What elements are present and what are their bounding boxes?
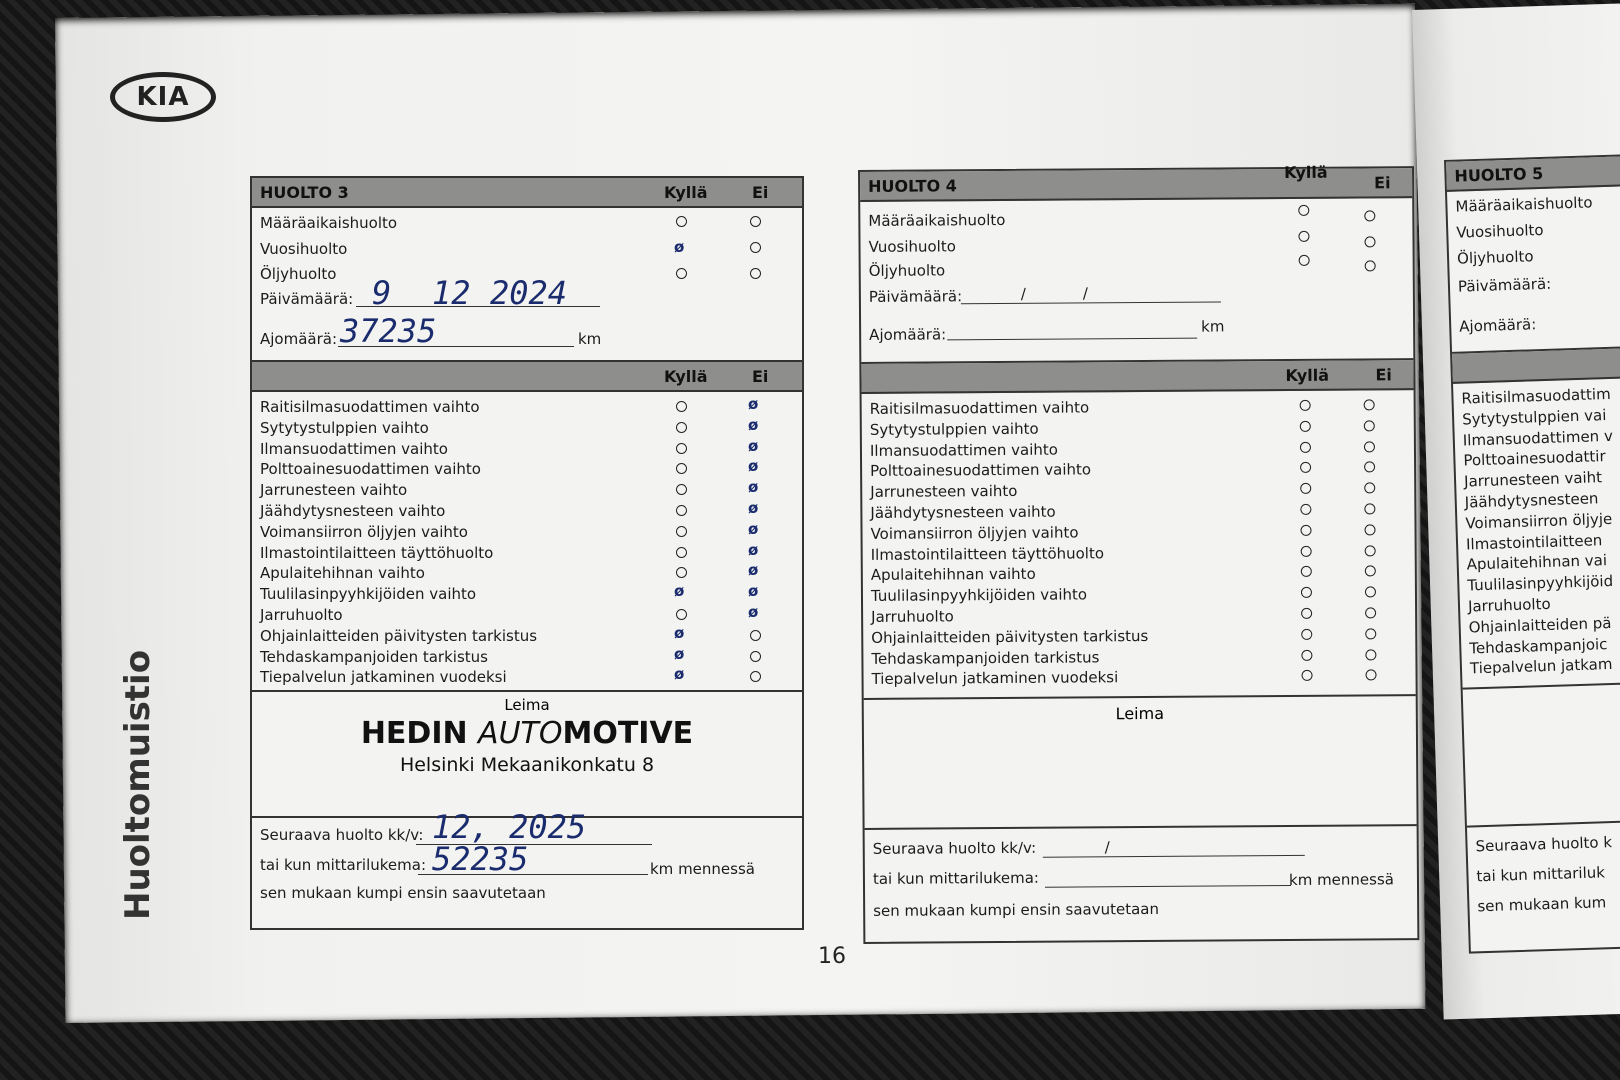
row-label: Vuosihuolto — [868, 237, 956, 256]
radio-circle — [1301, 649, 1312, 660]
radio-circle — [676, 526, 687, 537]
stamp-name-c: MOTIVE — [562, 716, 694, 751]
date-label: Päivämäärä: — [1457, 274, 1552, 296]
radio-circle — [1365, 566, 1376, 577]
logo-text: KIA — [136, 82, 190, 112]
radio-circle — [1364, 462, 1375, 473]
service-item-label: Jarruhuolto — [260, 606, 343, 624]
radio-circle — [1301, 587, 1312, 598]
radio-circle — [1300, 421, 1311, 432]
service-item-label: Polttoainesuodattir — [1463, 447, 1606, 470]
handwritten-next-km: 52235 — [432, 840, 529, 878]
radio-circle — [1301, 545, 1312, 556]
col-no-label: Ei — [1375, 364, 1392, 384]
km-label: Ajomäärä: — [1458, 315, 1537, 336]
huolto-3-next — [252, 808, 802, 918]
service-item-label: Ilmansuodattimen vaihto — [260, 439, 448, 458]
service-item-label: Tehdaskampanjoiden tarkistus — [871, 647, 1100, 668]
service-item-label: Ilmastointilaitteen täyttöhuolto — [870, 543, 1105, 564]
radio-circle — [1301, 608, 1312, 619]
date-label: Päivämäärä: — [260, 290, 354, 308]
radio-circle — [676, 484, 687, 495]
service-item-label: Jarrunesteen vaihto — [870, 482, 1018, 502]
col-no-label: Ei — [752, 182, 769, 202]
whichever-label: sen mukaan kumpi ensin saavutetaan — [260, 884, 546, 902]
page-title: Huoltomuistio — [118, 649, 158, 920]
km-line — [947, 338, 1197, 341]
col-no-label: Ei — [1374, 172, 1391, 192]
huolto-3-items-header — [252, 362, 802, 392]
radio-circle — [676, 463, 687, 474]
col-yes-label: Kyllä — [1283, 162, 1328, 183]
service-item-label: Ilmansuodattimen v — [1462, 426, 1614, 450]
stamp-name-b: AUTO — [478, 716, 563, 751]
service-item-label: Ilmastointilaitteen — [1465, 530, 1603, 554]
handwritten-check: ø — [748, 519, 759, 538]
huolto-3-top: Määräaikaishuolto Vuosihuolto Öljyhuolto Päivämäärä: Ajomäärä: km 9 12 2024 37235 ø — [252, 208, 802, 362]
row-label: Öljyhuolto — [1456, 247, 1534, 268]
huolto-3-panel — [250, 176, 804, 930]
radio-circle — [750, 630, 761, 641]
kia-logo — [110, 72, 216, 122]
service-item-label: Jarrunesteen vaihto — [260, 481, 408, 500]
handwritten-km: 37235 — [340, 312, 437, 350]
service-item-label: Tuulilasinpyyhkijöiden vaihto — [260, 585, 477, 604]
huolto-4-stamp — [864, 696, 1417, 830]
service-item-label: Tiepalvelun jatkaminen vuodeksi — [260, 668, 507, 687]
huolto-4-next — [865, 826, 1418, 930]
service-item-label: Sytytystulppien vaihto — [260, 418, 429, 437]
row-label: Vuosihuolto — [260, 240, 348, 258]
service-item-label: Polttoainesuodattimen vaihto — [260, 460, 481, 479]
radio-circle — [1300, 483, 1311, 494]
service-item-label: Voimansiirron öljyjen vaihto — [870, 523, 1079, 543]
handwritten-check: ø — [748, 436, 759, 455]
radio-circle — [1364, 441, 1375, 452]
service-item-label: Apulaitehihnan vaihto — [870, 565, 1036, 585]
service-item-label: Jarruhuolto — [871, 607, 954, 626]
radio-circle — [1365, 649, 1376, 660]
service-item-label: Apulaitehihnan vai — [1466, 551, 1608, 574]
huolto-5-next — [1467, 821, 1620, 927]
radio-circle — [676, 401, 687, 412]
radio-circle — [1365, 607, 1376, 618]
service-item-label: Raitisilmasuodattimen vaihto — [260, 398, 480, 416]
col-yes-label: Kyllä — [664, 366, 708, 386]
radio-circle — [1301, 629, 1312, 640]
service-item-label: Jäähdytysnesteen — [1464, 489, 1599, 512]
huolto-4-items-header — [861, 360, 1413, 394]
handwritten-check: ø — [674, 665, 685, 684]
service-item-label: Tuulilasinpyyhkijöid — [1467, 572, 1614, 595]
stamp-address: Helsinki Mekaanikonkatu 8 — [399, 754, 655, 776]
page-number: 16 — [818, 944, 846, 969]
km-by-label: km mennessä — [1288, 870, 1395, 890]
handwritten-check: ø — [674, 582, 685, 601]
km-label: Ajomäärä: — [260, 330, 338, 348]
huolto-4-header — [860, 162, 1412, 202]
huolto-5-title: HUOLTO 5 — [1454, 163, 1544, 186]
service-item-label: Tiepalvelun jatkaminen vuodeksi — [871, 668, 1119, 689]
radio-circle — [1364, 420, 1375, 431]
huolto-5-panel — [1444, 154, 1620, 954]
service-item-label: Voimansiirron öljyje — [1465, 509, 1613, 533]
km-label: Ajomäärä: — [869, 325, 947, 344]
handwritten-check: ø — [748, 582, 759, 601]
radio-circle — [1300, 525, 1311, 536]
next-label: Seuraava huolto kk/v: — [872, 838, 1037, 858]
service-item-label: Polttoainesuodattimen vaihto — [870, 460, 1092, 481]
stamp-company — [252, 716, 802, 751]
radio-circle — [1366, 670, 1377, 681]
service-item-label: Sytytystulppien vai — [1461, 405, 1607, 429]
radio-circle — [1300, 441, 1311, 452]
handwritten-check: ø — [748, 478, 759, 497]
radio-circle — [1364, 524, 1375, 535]
huolto-4-top — [860, 198, 1413, 364]
huolto-3-header — [252, 178, 802, 208]
date-slash: / — [1082, 284, 1088, 303]
handwritten-year: 2024 — [490, 274, 568, 312]
radio-circle — [1300, 400, 1311, 411]
col-no-label: Ei — [752, 366, 769, 386]
radio-circle — [676, 422, 687, 433]
radio-circle — [676, 567, 687, 578]
huolto-5-top — [1447, 186, 1620, 354]
service-item-label: Jäähdytysnesteen vaihto — [260, 502, 446, 520]
odo-line — [1045, 885, 1291, 888]
service-item-label: Tehdaskampanjoic — [1469, 634, 1608, 658]
service-item-label: Jarruhuolto — [1467, 594, 1551, 616]
next-label: Seuraava huolto kk/v: — [260, 826, 424, 844]
next-line — [1043, 855, 1305, 858]
radio-circle — [1364, 503, 1375, 514]
radio-circle — [750, 651, 761, 662]
km-by-label: km mennessä — [650, 860, 755, 878]
whichever-label: sen mukaan kumpi ensin saavutetaan — [873, 899, 1160, 920]
row-label: Määräaikaishuolto — [1455, 193, 1593, 216]
col-yes-label: Kyllä — [664, 182, 708, 202]
service-item-label: Ohjainlaitteiden pä — [1468, 613, 1612, 637]
handwritten-check: ø — [748, 499, 759, 517]
radio-circle — [1301, 566, 1312, 577]
service-item-label: Jarrunesteen vaiht — [1463, 468, 1603, 491]
radio-circle — [1365, 587, 1376, 598]
stamp-label: Leima — [504, 696, 550, 714]
handwritten-next-date: 12, 2025 — [432, 808, 587, 846]
service-item-label: Tehdaskampanjoiden tarkistus — [260, 647, 488, 666]
huolto-5-stamp — [1463, 683, 1620, 827]
radio-circle — [676, 443, 687, 454]
handwritten-check: ø — [674, 623, 685, 642]
radio-circle — [676, 547, 687, 558]
service-item-label: Tiepalvelun jatkam — [1469, 655, 1613, 678]
km-unit: km — [578, 330, 602, 348]
service-item-label: Apulaitehihnan vaihto — [260, 564, 425, 583]
handwritten-check: ø — [674, 644, 685, 663]
next-label: Seuraava huolto k — [1475, 833, 1613, 856]
radio-circle — [1364, 483, 1375, 494]
radio-circle — [676, 609, 687, 620]
stamp-name-a: HEDIN — [360, 716, 479, 751]
radio-circle — [1365, 545, 1376, 556]
handwritten-check: ø — [748, 603, 759, 621]
service-item-label: Tuulilasinpyyhkijöiden vaihto — [870, 585, 1088, 606]
radio-circle — [1302, 670, 1313, 681]
handwritten-check: ø — [748, 415, 759, 434]
next-slash: / — [1104, 838, 1110, 857]
huolto-3-title: HUOLTO 3 — [260, 182, 349, 202]
service-item-label: Ohjainlaitteiden päivitysten tarkistus — [871, 626, 1149, 647]
service-item-label: Ilmastointilaitteen täyttöhuolto — [260, 543, 494, 562]
huolto-4-panel — [858, 162, 1419, 944]
handwritten-day: 9 — [372, 274, 392, 312]
whichever-label: sen mukaan kum — [1477, 893, 1607, 916]
km-unit: km — [1201, 317, 1225, 336]
col-yes-label: Kyllä — [1285, 365, 1330, 385]
row-label: Määräaikaishuolto — [868, 210, 1006, 230]
row-label: Öljyhuolto — [260, 265, 337, 283]
handwritten-check: ø — [748, 561, 759, 580]
odo-label: tai kun mittarilukema: — [872, 868, 1040, 888]
huolto-3-stamp — [252, 692, 802, 818]
date-line — [961, 301, 1221, 304]
row-label: Vuosihuolto — [1456, 220, 1544, 242]
service-item-label: Ilmansuodattimen vaihto — [869, 440, 1058, 460]
service-item-label: Raitisilmasuodattimen vaihto — [869, 398, 1090, 418]
service-item-label: Voimansiirron öljyjen vaihto — [260, 522, 468, 541]
radio-circle — [1300, 504, 1311, 515]
service-item-label: Sytytystulppien vaihto — [869, 419, 1039, 439]
row-label: Öljyhuolto — [868, 261, 946, 280]
odo-label: tai kun mittarilukema: — [260, 856, 426, 874]
service-item-label: Raitisilmasuodattim — [1461, 384, 1611, 408]
radio-circle — [1365, 628, 1376, 639]
radio-circle — [676, 505, 687, 516]
huolto-4-title: HUOLTO 4 — [868, 175, 957, 196]
huolto-4-items — [862, 390, 1416, 700]
date-label: Päivämäärä: — [868, 287, 963, 306]
huolto-5-items — [1453, 378, 1620, 690]
stamp-label: Leima — [1115, 703, 1165, 724]
handwritten-month: 12 — [432, 274, 471, 312]
date-slash: / — [1020, 284, 1026, 303]
handwritten-check: ø — [748, 457, 759, 476]
handwritten-check: ø — [748, 395, 759, 413]
handwritten-check: ø — [748, 540, 759, 559]
row-label: Määräaikaishuolto — [260, 214, 398, 232]
radio-circle — [1364, 399, 1375, 410]
huolto-3-items — [252, 392, 802, 692]
odo-label: tai kun mittariluk — [1476, 863, 1606, 886]
radio-circle — [1300, 462, 1311, 473]
service-item-label: Jäähdytysnesteen vaihto — [870, 502, 1056, 522]
radio-circle — [750, 671, 761, 682]
service-item-label: Ohjainlaitteiden päivitysten tarkistus — [260, 626, 538, 645]
